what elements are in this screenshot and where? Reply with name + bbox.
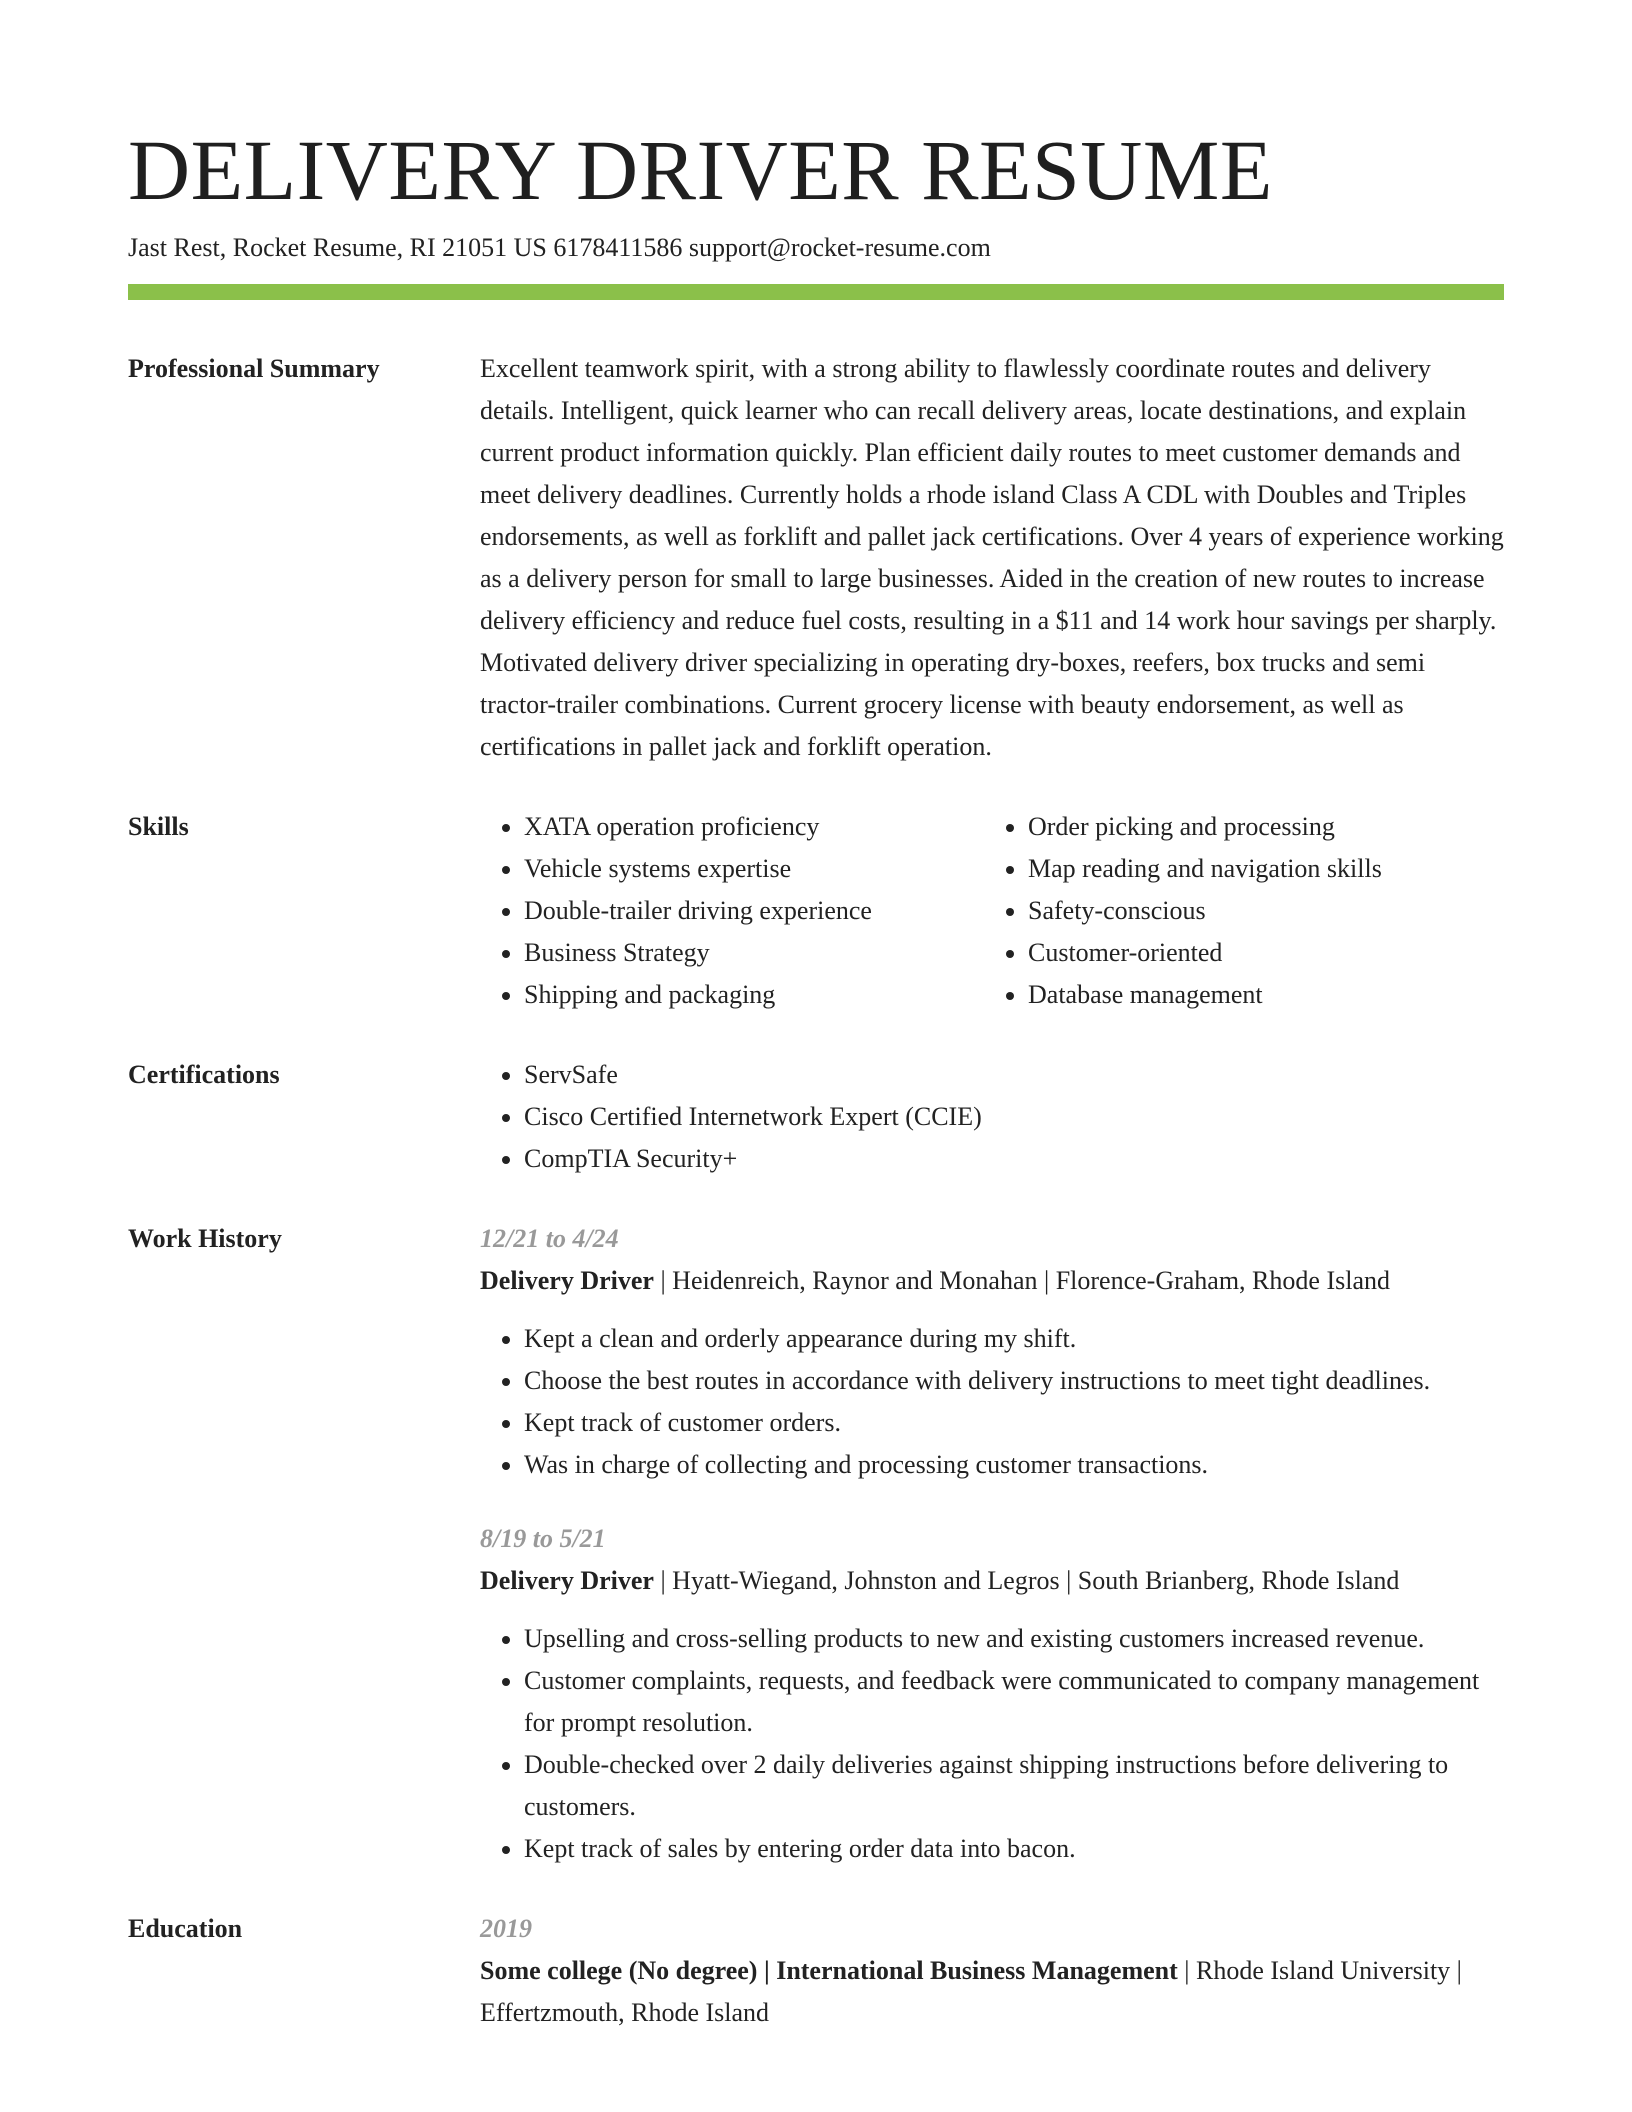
summary-section bbox=[128, 348, 1504, 768]
skill-item: • Vehicle systems expertise bbox=[524, 848, 984, 890]
job-bullet: • Was in charge of collecting and processing customer transactions. bbox=[524, 1444, 1504, 1486]
accent-divider bbox=[128, 284, 1504, 300]
certifications-section bbox=[128, 1054, 1504, 1180]
job-bullet: • Double-checked over 2 daily deliveries against shipping instructions before delivering to customers. bbox=[524, 1744, 1504, 1828]
job-entry bbox=[480, 1518, 1504, 1870]
job-details: | Heidenreich, Raynor and Monahan | Florence-Graham, Rhode Island bbox=[653, 1266, 1390, 1295]
section-label-certifications: Certifications bbox=[128, 1060, 280, 1089]
skill-item: • Order picking and processing bbox=[1028, 806, 1488, 848]
education-school: | Rhode Island University | Effertzmouth, Rhode Island bbox=[480, 1956, 1462, 2027]
job-entry bbox=[480, 1218, 1504, 1486]
job-header bbox=[480, 1560, 1504, 1602]
job-bullet: • Kept track of customer orders. bbox=[524, 1402, 1504, 1444]
job-bullet: • Kept track of sales by entering order data into bacon. bbox=[524, 1828, 1504, 1870]
resume-page bbox=[128, 120, 1504, 2034]
skill-item: • Database management bbox=[1028, 974, 1488, 1016]
section-label-skills: Skills bbox=[128, 812, 189, 841]
section-label-education: Education bbox=[128, 1914, 243, 1943]
job-bullets bbox=[480, 1318, 1504, 1486]
job-title: Delivery Driver bbox=[480, 1566, 654, 1595]
job-bullet: • Choose the best routes in accordance with delivery instructions to meet tight deadlines. bbox=[524, 1360, 1504, 1402]
section-label-work-history: Work History bbox=[128, 1224, 282, 1253]
education-line bbox=[480, 1950, 1504, 2034]
skill-item: • Customer-oriented bbox=[1028, 932, 1488, 974]
skill-item: • XATA operation proficiency bbox=[524, 806, 984, 848]
summary-text: Excellent teamwork spirit, with a strong ability to flawlessly coordinate routes and delivery details. Intelligent, quick learner who can recall delivery areas, locate destinations, and explain current product information quickly. Plan efficient daily routes to meet customer demands and meet delivery deadlines. Currently holds a rhode island Class A CDL with Doubles and Triples endorsements, as well as forklift and pallet jack certifications. Over 4 years of experience working as a delivery person for small to large businesses. Aided in the creation of new routes to increase delivery efficiency and reduce fuel costs, resulting in a $11 and 14 work hour savings per sharply. Motivated delivery driver specializing in operating dry-boxes, reefers, box trucks and semi tractor-trailer combinations. Current grocery license with beauty endorsement, as well as certifications in pallet jack and forklift operation. bbox=[480, 354, 1504, 761]
job-header bbox=[480, 1260, 1504, 1302]
job-bullet: • Upselling and cross-selling products to new and existing customers increased revenue. bbox=[524, 1618, 1504, 1660]
skill-item: • Shipping and packaging bbox=[524, 974, 984, 1016]
job-title: Delivery Driver bbox=[480, 1266, 654, 1295]
contact-line: Jast Rest, Rocket Resume, RI 21051 US 6178411586 support@rocket-resume.com bbox=[128, 233, 991, 262]
resume-title: DELIVERY DRIVER RESUME bbox=[128, 122, 1273, 218]
skills-list-left bbox=[480, 806, 984, 1016]
job-bullet: • Kept a clean and orderly appearance during my shift. bbox=[524, 1318, 1504, 1360]
section-label-summary: Professional Summary bbox=[128, 354, 380, 383]
education-degree: Some college (No degree) | International Business Management bbox=[480, 1956, 1178, 1985]
education-year: 2019 bbox=[480, 1914, 532, 1943]
education-section bbox=[128, 1908, 1504, 2034]
certification-item: • ServSafe bbox=[524, 1054, 1504, 1096]
job-dates: 12/21 to 4/24 bbox=[480, 1224, 619, 1253]
work-history-section bbox=[128, 1218, 1504, 1870]
job-details: | Hyatt-Wiegand, Johnston and Legros | South Brianberg, Rhode Island bbox=[653, 1566, 1400, 1595]
skill-item: • Map reading and navigation skills bbox=[1028, 848, 1488, 890]
skills-section bbox=[128, 806, 1504, 1016]
skills-list-right bbox=[984, 806, 1488, 1016]
certification-item: • CompTIA Security+ bbox=[524, 1138, 1504, 1180]
certifications-list bbox=[480, 1054, 1504, 1180]
job-dates: 8/19 to 5/21 bbox=[480, 1524, 606, 1553]
certification-item: • Cisco Certified Internetwork Expert (CCIE) bbox=[524, 1096, 1504, 1138]
job-bullet: • Customer complaints, requests, and feedback were communicated to company management for prompt resolution. bbox=[524, 1660, 1504, 1744]
skill-item: • Business Strategy bbox=[524, 932, 984, 974]
skill-item: • Double-trailer driving experience bbox=[524, 890, 984, 932]
job-bullets bbox=[480, 1618, 1504, 1870]
skill-item: • Safety-conscious bbox=[1028, 890, 1488, 932]
